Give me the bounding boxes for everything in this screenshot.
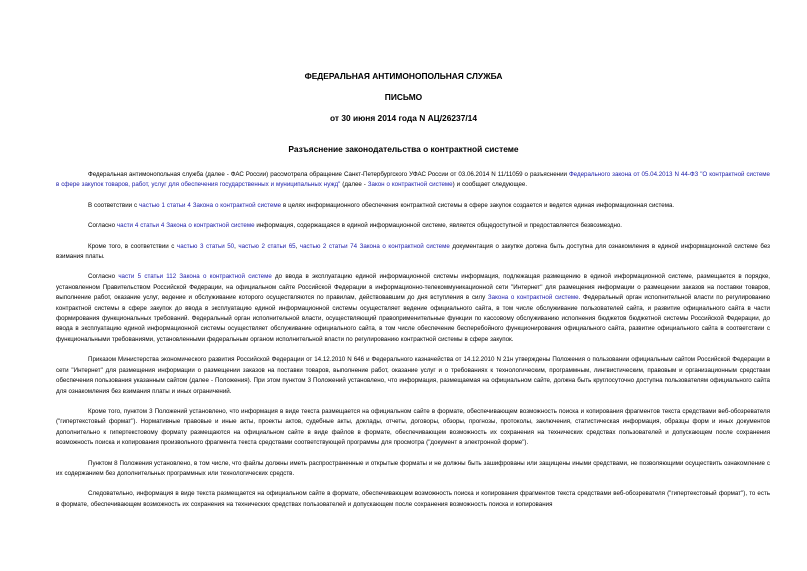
paragraph-text: Следовательно, информация в виде текста размещается на официальном сайте в формате, обеспечивающем возможность поиска и копирования фрагментов текста средствами веб-обозревателя ("гипертекстовый формат"), то есть в формате, обеспечивающем возможность их сохранения на технических средствах пользователей и допускающем после сохранения возможность поиска и копирования [56,490,770,508]
law-reference-link[interactable]: части 5 статьи 112 Закона о контрактной системе [118,273,272,281]
document-date-number: от 30 июня 2014 года N АЦ/26237/14 [330,113,477,123]
paragraph-text: Федеральная антимонопольная служба (далее - ФАС России) рассмотрела обращение Санкт-Петербургского УФАС России от 03.06.2014 N 11/11059 о разъяснении [88,171,569,178]
agency-title: ФЕДЕРАЛЬНАЯ АНТИМОНОПОЛЬНАЯ СЛУЖБА [304,71,503,81]
paragraph-text: . Федеральный орган исполнительной власти по регулированию контрактной системы в сфере закупок до ввода в эксплуатацию единой информационной системы осуществляет ведение официального сайта, в том числе обслуживание пользователей сайта, и развитие официального сайта в части формирования функциональных требований. Федеральный орган исполнительной власти, осуществляющий правоприменительные функции по кассовому обслуживанию исполнения бюджетов бюджетной системы Российской Федерации, до ввода в эксплуатацию единой информационной системы осуществляет обслуживание официального сайта, в том числе обеспечение бесперебойного функционирования официального сайта, развитие официального сайта в соответствии с функциональными требованиями, установленными федеральным органом исполнительной власти по регулированию контрактной системы в сфере закупок. [56,294,770,343]
paragraph-intro [56,170,770,191]
paragraph-text: Согласно [88,273,119,281]
paragraph-point3-format [56,407,770,449]
document-type: ПИСЬМО [384,92,423,102]
paragraph-point8-files [56,459,770,480]
law-reference-link[interactable]: Закона о контрактной системе [487,294,579,302]
document-subject: Разъяснение законодательства о контрактной системе [288,144,519,154]
paragraph-text: Кроме того, в соответствии с [88,242,177,250]
paragraph-text: Приказом Министерства экономического развития Российской Федерации от 14.12.2010 N 646 и Федерального казначейства от 14.12.2010 N 21н утверждены Положения о пользовании официальным сайтом Российской Федерации в сети "Интернет" для размещения информации о размещении заказов на поставки товаров, выполнение работ, оказание услуг и о требованиях к технологическим, программным, лингвистическим, правовым и организационным средствам обеспечения пользования указанным сайтом (далее - Положения). При этом пунктом 3 Положений установлено, что информация, размещаемая на официальном сайте, должна быть круглосуточно доступна пользователям официального сайта для ознакомления без взимания платы и иных ограничений. [56,356,770,395]
paragraph-text: В соответствии с [88,201,140,209]
paragraph-text: документация о закупке должна быть доступна для ознакомления в единой информационной системе без взимания платы. [56,242,770,261]
paragraph-conclusion [56,489,770,510]
law-reference-link[interactable]: частью 3 статьи 50 [176,242,235,250]
paragraph-documentation-access [56,242,770,263]
paragraph-order-646 [56,355,770,397]
document-body [56,170,770,520]
law-reference-link[interactable]: Федерального закона от 05.04.2013 N 44-ФЗ "О контрактной системе в сфере закупок товаров, работ, услуг для обеспечения государственных и муниципальных нужд" [56,171,770,189]
paragraph-text: Кроме того, пунктом 3 Положений установлено, что информация в виде текста размещается на официальном сайте в формате, обеспечивающем возможность поиска и копирования фрагментов текста средствами веб-обозревателя ("гипертекстовый формат"). Нормативные правовые и иные акты, проекты актов, судебные акты, доклады, отчеты, договоры, обзоры, прогнозы, протоколы, заключения, статистическая информация, образцы форм и иных документов дополнительно к гипертекстовому формату размещаются на официальном сайте в виде файлов в формате, обеспечивающем возможность их сохранения на технических средствах пользователей и допускающем после сохранения возможность поиска и копирования произвольного фрагмента текста средствами соответствующей программы для просмотра ("документ в электронной форме"). [56,407,770,447]
paragraph-text: в целях информационного обеспечения контрактной системы в сфере закупок создается и ведется единая информационная система. [281,201,675,209]
paragraph-text: Пунктом 8 Положения установлено, в том числе, что файлы должны иметь распространенные и открытые форматы и не должны быть зашифрованы или защищены иными средствами, не позволяющими осуществить ознакомление с их содержанием без дополнительных программных или технологических средств. [56,459,770,477]
paragraph-text: информация, содержащаяся в единой информационной системе, является общедоступной и предоставляется безвозмездно. [254,222,623,230]
paragraph-text: , [234,242,239,250]
paragraph-text: (далее - [340,181,368,189]
law-reference-link[interactable]: частью 1 статьи 4 Закона о контрактной системе [139,201,282,209]
paragraph-text: до ввода в эксплуатацию единой информационной системы информация, подлежащая размещению в единой информационной системе, размещается в порядке, установленном Правительством Российской Федерации, на официальном сайте Российской Федерации в информационно-телекоммуникационной сети "Интернет" для размещения информации о размещении заказов на поставки товаров, выполнение работ, оказание услуг, ведение и обслуживание которого осуществляются по правилам, действовавшим до дня вступления в силу [56,273,771,302]
paragraph-art112-part5 [56,272,770,345]
law-reference-link[interactable]: части 4 статьи 4 Закона о контрактной системе [116,222,255,230]
law-reference-link[interactable]: частью 2 статьи 65 [238,242,296,250]
paragraph-text: Согласно [88,222,117,230]
paragraph-art4-part4 [56,221,770,231]
paragraph-art4-part1 [56,201,770,211]
paragraph-text: , [295,242,300,250]
law-reference-link[interactable]: частью 2 статьи 74 Закона о контрактной системе [299,242,450,250]
law-reference-link[interactable]: Закон о контрактной системе [367,181,453,189]
paragraph-text: ) и сообщает следующее. [452,181,528,189]
